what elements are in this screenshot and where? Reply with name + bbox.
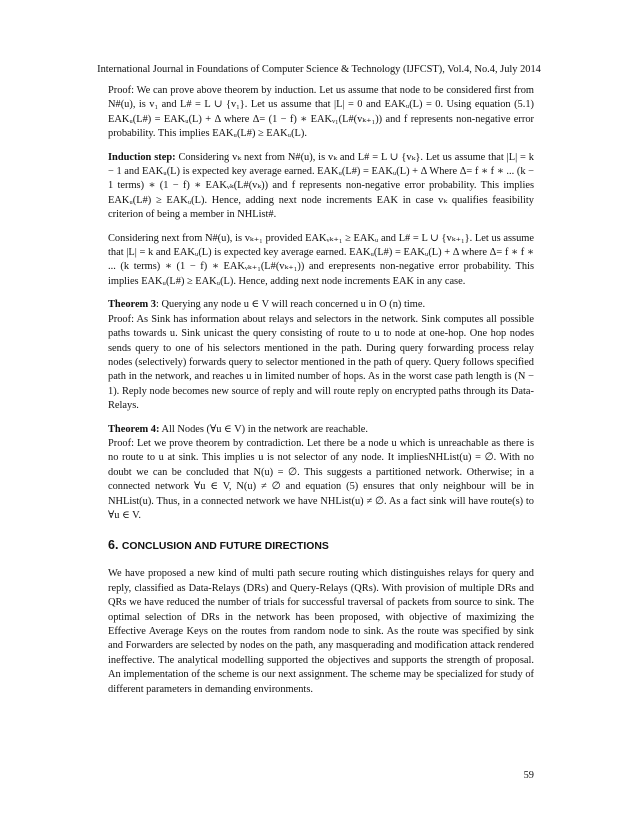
proof-paragraph-3: Considering next from N#(u), is vₖ₊₁ provided EAKᵥₖ₊₁ ≥ EAKᵤ and L# = L ∪ {vₖ₊₁}. Let us assume that |L| = k and EAKᵤ(L) is expected key average earned. EAKᵤ(L#) = EAKᵤ(L) + Δ where Δ= f ∗ f ∗ ... (k terms) ∗ (1 − f) ∗ EAKᵥₖ₊₁(L#(vₖ₊₁)) and erepresents non-negative error probability. This implies EAKᵤ(L#) ≥ EAKᵤ(L). Hence, adding next node increments EAK in any case. bbox=[108, 232, 534, 287]
section-title: CONCLUSION AND FUTURE DIRECTIONS bbox=[121, 541, 329, 553]
conclusion-paragraph: We have proposed a new kind of multi path secure routing which distinguishes relays for query and reply, classified as Data-Relays (DRs) and Query-Relays (QRs). With provision of multiple DRs and QRs we have reduced the number of trials for successful traversal of packets from source to sink. The optimal selection of DRs in the network has been proposed, with objective of maximizing the Effective Average Keys on the routes from random node to sink. As the route was specified by sink and Forwarders are selected by nodes on the path, any masquerading and modification attack rendered ineffective. The analytical modelling supported the objectives and supports the strength of proposal. An implementation of the scheme is our next assignment. The scheme may be specialized for study of different parameters in demanding environments. bbox=[108, 568, 534, 695]
proof-paragraph-1: Proof: We can prove above theorem by induction. Let us assume that node to be considered first from N#(u), is v₁ and L# = L ∪ {v₁}. Let us assume that |L| = 0 and EAKᵤ(L) = 0. Using equation (5.1) EAKᵤ(L#) = EAKᵤ(L) + Δ where Δ= (1 − f) ∗ EAKᵥ₁(L#(vₖ₊₁)) and f represents non-negative error probability. This implies EAKᵤ(L#) ≥ EAKᵤ(L). bbox=[108, 85, 534, 140]
induction-step-text: Considering vₖ next from N#(u), is vₖ and L# = L ∪ {vₖ}. Let us assume that |L| = k − 1 and EAKᵤ(L) is expected key average earned. EAKᵤ(L#) = EAKᵤ(L) + Δ Where Δ= f ∗ f ∗ ... (k − 1 terms) ∗ (1 − f) ∗ EAKᵥₖ(L#(vₖ)) and f represents non-negative error probability. This implies EAKᵤ(L#) ≥ EAKᵤ(L). Hence, adding next node increments EAK in case vₖ qualifies feasibility criterion of being a member in NHList#. bbox=[108, 151, 534, 221]
section-heading bbox=[108, 537, 534, 555]
theorem-4-statement bbox=[108, 423, 534, 437]
theorem-3-text: : Querying any node u ∈ V will reach concerned u in O (n) time. bbox=[156, 299, 426, 311]
theorem-4-label: Theorem 4: bbox=[108, 423, 160, 435]
theorem-4-proof: Proof: Let we prove theorem by contradiction. Let there be a node u which is unreachable as there is no route to u at sink. This implies u is not selector of any node. It impliesNHList(u) = ∅. With no doubt we can be concluded that N(u) = ∅. This suggests a partitioned network. Otherwise; in a connected network ∀u ∈ V, N(u) ≠ ∅ and equation (5) ensures that only neighbour will be in NHList(u). Thus, in a connected network we have NHList(u) ≠ ∅. As a fact sink will have route(s) to ∀u ∈ V. bbox=[108, 437, 534, 521]
body-text bbox=[108, 84, 534, 706]
theorem-3-proof: Proof: As Sink has information about relays and selectors in the network. Sink computes all possible paths towards u. Sink unicast the query consisting of route to u to node at one-hop. One hop nodes sends query to one of his selectors mentioned in the path. During query forwarding process relay nodes (selectively) forwards query to selector mentioned in the path of query. Query follows specified path in the network, and reaches u in limited number of hops. As in the worst case path length is (N − 1). Reply node becomes new source of reply and will route reply on encrypted paths through its Data-Relays. bbox=[108, 313, 534, 412]
journal-header: International Journal in Foundations of Computer Science & Technology (IJFCST), Vol.4, No.4, July 2014 bbox=[97, 64, 541, 75]
induction-step-paragraph bbox=[108, 151, 534, 223]
theorem-3-statement bbox=[108, 298, 534, 312]
theorem-4-text: All Nodes (∀u ∈ V) in the network are reachable. bbox=[159, 423, 368, 435]
theorem-3-label: Theorem 3 bbox=[108, 299, 157, 311]
induction-step-label: Induction step: bbox=[108, 151, 176, 163]
page-number: 59 bbox=[523, 770, 534, 781]
section-number: 6. bbox=[108, 538, 119, 553]
